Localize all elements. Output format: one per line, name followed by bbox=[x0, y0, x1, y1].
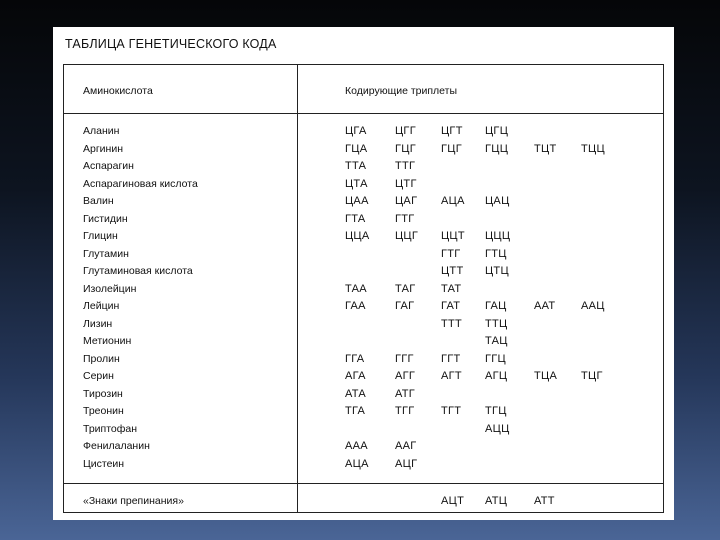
codon-cell: ГЦЦ bbox=[485, 142, 509, 155]
table-row bbox=[64, 316, 663, 334]
table-row bbox=[64, 438, 663, 456]
amino-acid-name: Лейцин bbox=[83, 300, 120, 312]
codon-cell: ЦТТ bbox=[441, 265, 464, 277]
amino-acid-name: Аспарагиновая кислота bbox=[83, 177, 198, 190]
codon-cell: ТТГ bbox=[395, 160, 416, 172]
codon-cell: ТАГ bbox=[395, 282, 416, 295]
codon-cell: ГТА bbox=[345, 212, 366, 225]
amino-acid-name: Цистеин bbox=[83, 457, 125, 470]
amino-acid-name: Тирозин bbox=[83, 387, 123, 400]
codon-cell: ТТА bbox=[345, 160, 367, 172]
table-row bbox=[64, 333, 663, 351]
codon-cell: ЦАА bbox=[345, 195, 369, 207]
footer-label: «Знаки препинания» bbox=[83, 495, 184, 507]
codon-cell: ГАЦ bbox=[485, 300, 507, 312]
codon-cell: ЦТЦ bbox=[485, 265, 509, 277]
header-amino-acid: Аминокислота bbox=[83, 85, 153, 97]
amino-acid-name: Гистидин bbox=[83, 212, 128, 225]
table-row bbox=[64, 176, 663, 194]
amino-acid-name: Пролин bbox=[83, 352, 120, 365]
codon-cell: ААТ bbox=[534, 300, 556, 312]
codon-cell: ГТЦ bbox=[485, 247, 507, 260]
codon-cell: ГАТ bbox=[441, 300, 461, 312]
amino-acid-name: Изолейцин bbox=[83, 282, 137, 295]
codon-cell: ЦАГ bbox=[395, 195, 418, 207]
amino-acid-name: Аспарагин bbox=[83, 160, 134, 172]
amino-acid-name: Глицин bbox=[83, 230, 118, 242]
table-row bbox=[64, 298, 663, 316]
codon-cell: АГЦ bbox=[485, 370, 508, 382]
codon-cell: ГЦГ bbox=[395, 142, 416, 155]
codon-cell: ТТЦ bbox=[485, 317, 508, 330]
codon-cell: ЦЦГ bbox=[395, 230, 419, 242]
amino-acid-name: Серин bbox=[83, 370, 114, 382]
codon-cell: ТГТ bbox=[441, 405, 462, 417]
codon-cell: ЦГЦ bbox=[485, 125, 509, 137]
header-divider bbox=[64, 113, 663, 114]
codon-cell: АТА bbox=[345, 387, 367, 400]
table-row bbox=[64, 158, 663, 176]
codon-cell: ААЦ bbox=[581, 300, 605, 312]
codon-cell: ТЦТ bbox=[534, 142, 557, 155]
table-row bbox=[64, 281, 663, 299]
table-row bbox=[64, 141, 663, 159]
table-row bbox=[64, 456, 663, 474]
amino-acid-name: Глутамин bbox=[83, 247, 129, 260]
codon-cell: ГГА bbox=[345, 352, 365, 365]
amino-acid-name: Фенилаланин bbox=[83, 440, 150, 452]
codon-cell: ЦГТ bbox=[441, 125, 463, 137]
codon-cell: ГТГ bbox=[441, 247, 461, 260]
codon-cell: ЦАЦ bbox=[485, 195, 510, 207]
table-row bbox=[64, 211, 663, 229]
table-row bbox=[64, 368, 663, 386]
codon-cell: ЦТГ bbox=[395, 177, 417, 190]
codon-cell: АГА bbox=[345, 370, 366, 382]
table-title: ТАБЛИЦА ГЕНЕТИЧЕСКОГО КОДА bbox=[65, 37, 277, 51]
codon-cell: ТТТ bbox=[441, 317, 463, 330]
codon-cell: ГАА bbox=[345, 300, 366, 312]
codon-cell: ГАГ bbox=[395, 300, 415, 312]
amino-acid-name: Триптофан bbox=[83, 422, 138, 435]
codon-cell: ТЦГ bbox=[581, 370, 603, 382]
codon-cell: АГГ bbox=[395, 370, 416, 382]
header-triplets: Кодирующие триплеты bbox=[345, 85, 457, 97]
codon-cell: АТТ bbox=[534, 495, 555, 507]
codon-cell: ЦЦТ bbox=[441, 230, 465, 242]
codon-cell: ГТГ bbox=[395, 212, 415, 225]
codon-cell: АТЦ bbox=[485, 495, 508, 507]
genetic-code-table bbox=[63, 64, 664, 513]
codon-cell: ГЦГ bbox=[441, 142, 462, 155]
codon-cell: АЦЦ bbox=[485, 422, 510, 435]
codon-cell: ТЦЦ bbox=[581, 142, 605, 155]
codon-cell: ЦЦЦ bbox=[485, 230, 511, 242]
codon-cell: АЦТ bbox=[441, 495, 465, 507]
amino-acid-name: Глутаминовая кислота bbox=[83, 265, 193, 277]
codon-cell: ААА bbox=[345, 440, 368, 452]
amino-acid-name: Валин bbox=[83, 195, 114, 207]
table-row bbox=[64, 123, 663, 141]
codon-cell: ТГЦ bbox=[485, 405, 507, 417]
codon-cell: ЦГГ bbox=[395, 125, 416, 137]
amino-acid-name: Аргинин bbox=[83, 142, 124, 155]
table-row bbox=[64, 246, 663, 264]
table-row bbox=[64, 386, 663, 404]
codon-cell: ТАЦ bbox=[485, 335, 508, 347]
codon-cell: ТЦА bbox=[534, 370, 558, 382]
codon-cell: ТАТ bbox=[441, 282, 462, 295]
amino-acid-name: Лизин bbox=[83, 317, 113, 330]
table-row bbox=[64, 228, 663, 246]
amino-acid-name: Аланин bbox=[83, 125, 120, 137]
codon-cell: ТАА bbox=[345, 282, 367, 295]
codon-cell: ЦЦА bbox=[345, 230, 370, 242]
codon-cell: АЦГ bbox=[395, 457, 418, 470]
codon-cell: АГТ bbox=[441, 370, 462, 382]
table-row bbox=[64, 263, 663, 281]
codon-cell: ГГЦ bbox=[485, 352, 506, 365]
codon-cell: ГГТ bbox=[441, 352, 461, 365]
footer-row bbox=[64, 493, 663, 511]
footer-divider bbox=[64, 483, 663, 484]
codon-cell: ААГ bbox=[395, 440, 417, 452]
amino-acid-name: Треонин bbox=[83, 405, 124, 417]
table-row bbox=[64, 403, 663, 421]
codon-cell: ГГГ bbox=[395, 352, 414, 365]
table-row bbox=[64, 193, 663, 211]
codon-cell: АЦА bbox=[441, 195, 465, 207]
table-row bbox=[64, 351, 663, 369]
codon-cell: ГЦА bbox=[345, 142, 368, 155]
codon-cell: АЦА bbox=[345, 457, 369, 470]
codon-cell: ЦТА bbox=[345, 177, 368, 190]
slide-page bbox=[53, 27, 674, 520]
codon-cell: АТГ bbox=[395, 387, 416, 400]
codon-cell: ТГА bbox=[345, 405, 366, 417]
codon-cell: ТГГ bbox=[395, 405, 415, 417]
codon-cell: ЦГА bbox=[345, 125, 367, 137]
table-row bbox=[64, 421, 663, 439]
amino-acid-name: Метионин bbox=[83, 335, 132, 347]
table-body bbox=[64, 123, 663, 473]
